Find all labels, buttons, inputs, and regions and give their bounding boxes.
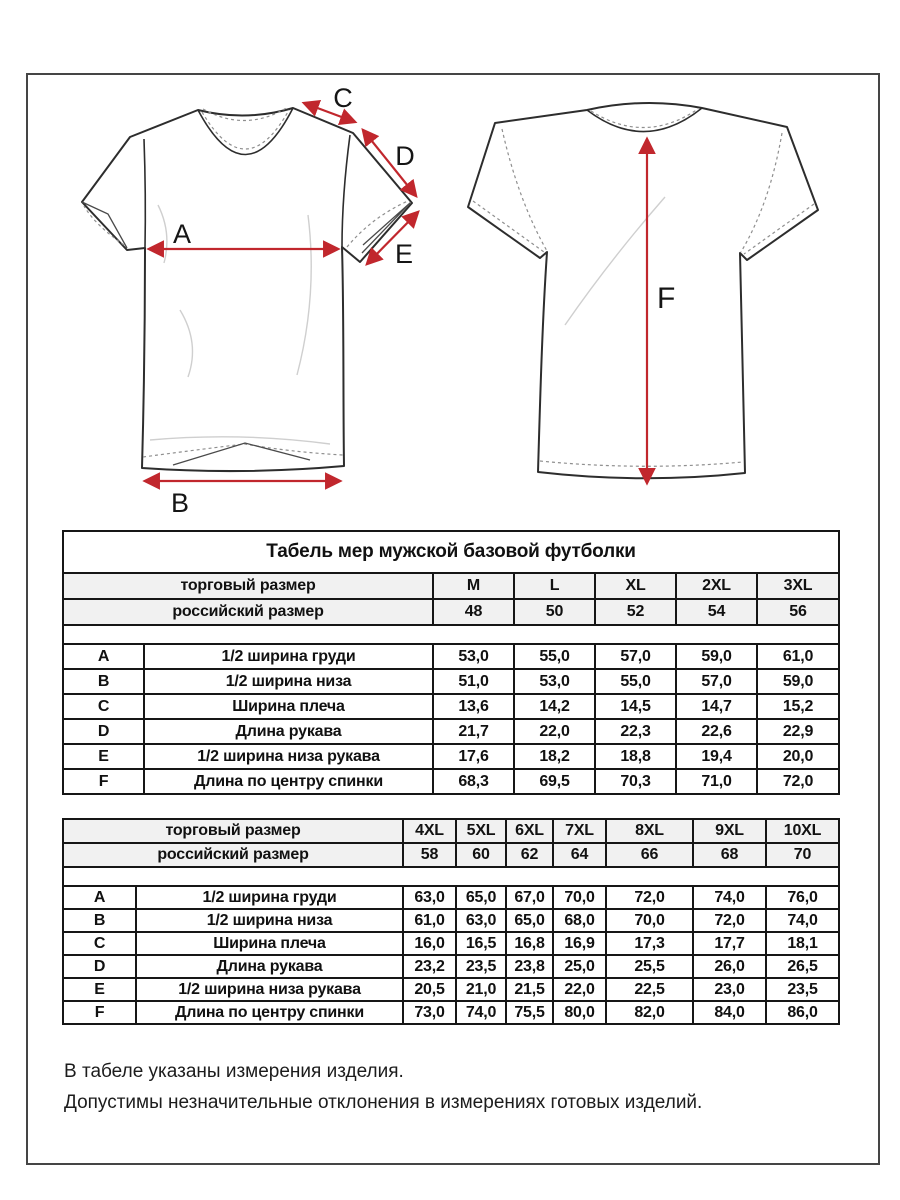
- measure-name-cell: Ширина плеча: [144, 694, 433, 719]
- measure-value-cell: 22,6: [676, 719, 757, 744]
- measure-value-cell: 63,0: [456, 909, 506, 932]
- measure-value-cell: 13,6: [433, 694, 514, 719]
- footer-notes: [64, 1056, 702, 1118]
- measure-value-cell: 74,0: [693, 886, 766, 909]
- measure-name-cell: 1/2 ширина груди: [136, 886, 403, 909]
- measure-value-cell: 17,3: [606, 932, 693, 955]
- measure-value-cell: 26,0: [693, 955, 766, 978]
- size-header-cell: 5XL: [456, 819, 506, 843]
- size-header-cell: 70: [766, 843, 839, 867]
- size-header-cell: 4XL: [403, 819, 456, 843]
- measure-value-cell: 15,2: [757, 694, 839, 719]
- measure-value-cell: 68,0: [553, 909, 606, 932]
- footer-note-1: В табеле указаны измерения изделия.: [64, 1061, 404, 1082]
- measure-value-cell: 69,5: [514, 769, 595, 794]
- measure-value-cell: 57,0: [676, 669, 757, 694]
- size-header-cell: 66: [606, 843, 693, 867]
- size-table-4xl-10xl: [62, 818, 840, 1025]
- measure-value-cell: 20,0: [757, 744, 839, 769]
- label-B: B: [170, 488, 190, 518]
- measure-value-cell: 75,5: [506, 1001, 553, 1024]
- size-table-m-3xl: [62, 530, 840, 795]
- size-header-cell: 8XL: [606, 819, 693, 843]
- measure-value-cell: 26,5: [766, 955, 839, 978]
- size-header-cell: 64: [553, 843, 606, 867]
- measure-letter-cell: B: [63, 669, 144, 694]
- measure-value-cell: 67,0: [506, 886, 553, 909]
- measure-value-cell: 61,0: [403, 909, 456, 932]
- measure-letter-cell: E: [63, 744, 144, 769]
- back-body-outline: [468, 103, 818, 478]
- measure-value-cell: 74,0: [456, 1001, 506, 1024]
- measure-value-cell: 16,5: [456, 932, 506, 955]
- size-row-label: российский размер: [63, 599, 433, 625]
- measure-value-cell: 70,0: [606, 909, 693, 932]
- measure-value-cell: 22,5: [606, 978, 693, 1001]
- table-title: Табель мер мужской базовой футболки: [63, 531, 839, 573]
- measure-name-cell: Длина рукава: [136, 955, 403, 978]
- measure-name-cell: Длина рукава: [144, 719, 433, 744]
- measure-value-cell: 25,0: [553, 955, 606, 978]
- measure-value-cell: 82,0: [606, 1001, 693, 1024]
- measure-letter-cell: D: [63, 719, 144, 744]
- measure-value-cell: 51,0: [433, 669, 514, 694]
- measure-value-cell: 14,2: [514, 694, 595, 719]
- size-header-cell: 10XL: [766, 819, 839, 843]
- size-header-cell: L: [514, 573, 595, 599]
- size-header-cell: 52: [595, 599, 676, 625]
- measure-value-cell: 59,0: [757, 669, 839, 694]
- measure-value-cell: 63,0: [403, 886, 456, 909]
- measure-value-cell: 21,7: [433, 719, 514, 744]
- measure-value-cell: 55,0: [514, 644, 595, 669]
- measure-letter-cell: D: [63, 955, 136, 978]
- measure-value-cell: 74,0: [766, 909, 839, 932]
- measure-value-cell: 68,3: [433, 769, 514, 794]
- measure-letter-cell: F: [63, 769, 144, 794]
- size-header-cell: 7XL: [553, 819, 606, 843]
- measure-value-cell: 23,2: [403, 955, 456, 978]
- measure-name-cell: 1/2 ширина груди: [144, 644, 433, 669]
- measure-letter-cell: A: [63, 644, 144, 669]
- measure-name-cell: Ширина плеча: [136, 932, 403, 955]
- size-header-cell: 68: [693, 843, 766, 867]
- measure-value-cell: 70,3: [595, 769, 676, 794]
- size-header-cell: 6XL: [506, 819, 553, 843]
- label-A: A: [172, 219, 192, 249]
- measure-value-cell: 14,5: [595, 694, 676, 719]
- measure-name-cell: 1/2 ширина низа рукава: [136, 978, 403, 1001]
- measure-value-cell: 21,5: [506, 978, 553, 1001]
- measure-value-cell: 21,0: [456, 978, 506, 1001]
- measure-value-cell: 86,0: [766, 1001, 839, 1024]
- front-body-outline: [82, 108, 412, 471]
- measure-value-cell: 16,8: [506, 932, 553, 955]
- measure-value-cell: 70,0: [553, 886, 606, 909]
- measure-value-cell: 22,0: [514, 719, 595, 744]
- measure-value-cell: 23,5: [456, 955, 506, 978]
- measure-name-cell: Длина по центру спинки: [144, 769, 433, 794]
- measure-value-cell: 22,9: [757, 719, 839, 744]
- size-header-cell: 48: [433, 599, 514, 625]
- measure-value-cell: 23,8: [506, 955, 553, 978]
- content-frame: [26, 73, 880, 1165]
- measure-value-cell: 84,0: [693, 1001, 766, 1024]
- measure-value-cell: 14,7: [676, 694, 757, 719]
- measure-value-cell: 65,0: [456, 886, 506, 909]
- measure-letter-cell: A: [63, 886, 136, 909]
- size-row-label: российский размер: [63, 843, 403, 867]
- tshirt-front-drawing: [60, 75, 450, 520]
- measure-name-cell: Длина по центру спинки: [136, 1001, 403, 1024]
- measure-value-cell: 19,4: [676, 744, 757, 769]
- spacer-cell: [63, 867, 839, 886]
- measure-value-cell: 17,7: [693, 932, 766, 955]
- measure-letter-cell: E: [63, 978, 136, 1001]
- measure-value-cell: 16,9: [553, 932, 606, 955]
- measure-letter-cell: B: [63, 909, 136, 932]
- measure-value-cell: 18,2: [514, 744, 595, 769]
- measure-value-cell: 53,0: [433, 644, 514, 669]
- measure-value-cell: 17,6: [433, 744, 514, 769]
- size-header-cell: XL: [595, 573, 676, 599]
- measure-value-cell: 22,0: [553, 978, 606, 1001]
- footer-note-2: Допустимы незначительные отклонения в измерениях готовых изделий.: [64, 1092, 703, 1113]
- measure-value-cell: 18,8: [595, 744, 676, 769]
- measure-value-cell: 55,0: [595, 669, 676, 694]
- size-header-cell: 2XL: [676, 573, 757, 599]
- measure-letter-cell: C: [63, 932, 136, 955]
- measure-value-cell: 23,5: [766, 978, 839, 1001]
- measure-name-cell: 1/2 ширина низа: [144, 669, 433, 694]
- measure-value-cell: 80,0: [553, 1001, 606, 1024]
- size-header-cell: M: [433, 573, 514, 599]
- size-header-cell: 56: [757, 599, 839, 625]
- label-C: C: [333, 83, 353, 113]
- size-header-cell: 62: [506, 843, 553, 867]
- measure-value-cell: 65,0: [506, 909, 553, 932]
- measure-name-cell: 1/2 ширина низа рукава: [144, 744, 433, 769]
- measure-letter-cell: F: [63, 1001, 136, 1024]
- measure-value-cell: 53,0: [514, 669, 595, 694]
- measure-value-cell: 73,0: [403, 1001, 456, 1024]
- measure-value-cell: 59,0: [676, 644, 757, 669]
- size-header-cell: 50: [514, 599, 595, 625]
- measure-value-cell: 72,0: [757, 769, 839, 794]
- size-header-cell: 3XL: [757, 573, 839, 599]
- measure-value-cell: 72,0: [606, 886, 693, 909]
- measure-value-cell: 16,0: [403, 932, 456, 955]
- size-header-cell: 9XL: [693, 819, 766, 843]
- spacer-cell: [63, 625, 839, 644]
- measure-letter-cell: C: [63, 694, 144, 719]
- size-row-label: торговый размер: [63, 573, 433, 599]
- measure-value-cell: 72,0: [693, 909, 766, 932]
- size-header-cell: 58: [403, 843, 456, 867]
- measure-value-cell: 76,0: [766, 886, 839, 909]
- label-F: F: [657, 282, 676, 315]
- measure-value-cell: 71,0: [676, 769, 757, 794]
- label-D: D: [395, 141, 415, 171]
- size-row-label: торговый размер: [63, 819, 403, 843]
- measure-value-cell: 20,5: [403, 978, 456, 1001]
- measure-value-cell: 23,0: [693, 978, 766, 1001]
- tshirt-back-drawing: [460, 75, 840, 520]
- label-E: E: [394, 239, 414, 269]
- measure-value-cell: 22,3: [595, 719, 676, 744]
- measure-value-cell: 61,0: [757, 644, 839, 669]
- measure-value-cell: 57,0: [595, 644, 676, 669]
- measure-value-cell: 25,5: [606, 955, 693, 978]
- size-header-cell: 60: [456, 843, 506, 867]
- size-header-cell: 54: [676, 599, 757, 625]
- measure-value-cell: 18,1: [766, 932, 839, 955]
- measure-name-cell: 1/2 ширина низа: [136, 909, 403, 932]
